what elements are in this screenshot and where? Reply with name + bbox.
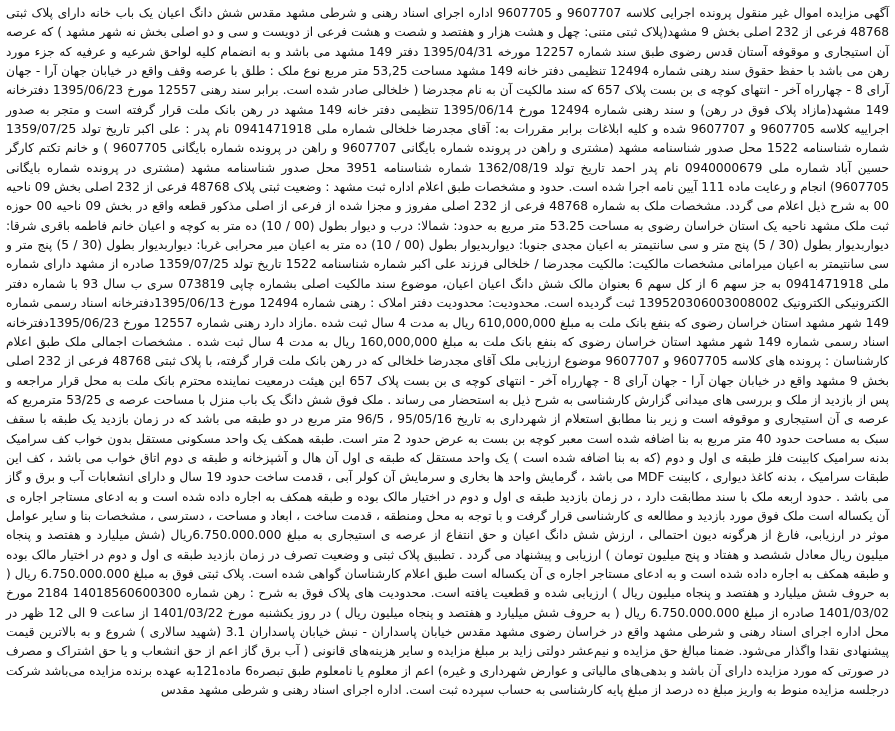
notice-body-text: آگهی مزایده اموال غیر منقول پرونده اجرایی کلاسه 9607707 و 9607705 اداره اجرای اسناد رهنی و شرطی مشهد مقدس شش دانگ اعیان یک باب خانه دارای پلاک ثبتی 48768 فرعی از 232 اصلی بخش 9 مشهد(پلاک ثبتی متنی: چهل و هشت هزار و هفتصد و شصت و هشت فرعی از دویست و سی و دو اصلی بخش نه شهر مشهد ) که عرصه آن استیجاری و موقوفه آستان قدس رضوی طبق سند شماره 12257 مورخه 1395/04/31 دفتر 149 مشهد می باشد و به انضمام کلیه لواحق شرعیه و عرفیه که جزء مورد رهن می باشد با حفظ حقوق سند رهنی شماره 12494 تنظیمی دفتر خانه 149 مشهد مساحت 53,25 متر مربع نوع ملک : طلق با عرصه وقف واقع در خیابان جهان آرا - جهان آرای 8 - چهارراه آخر - انتهای کوچه ی بن بست پلاک 657 که سند مالکیت آن به نام مجدرضا ( خلخالی صادر شده است. برابر سند رهنی 12557 مورخ 1395/06/23 دفترخانه 149 مشهد(مازاد پلاک فوق در رهن) و سند رهنی شماره 12494 مورخ 1395/06/14 تنظیمی دفتر خانه 149 مشهد در رهن بانک ملت قرار گرفته است و متجر به صدور اجراییه کلاسه 9607705 و 9607707 شده و کلیه ابلاغات برابر مقررات به: آقای مجدرضا خلخالی شماره ملی 0941471918 نام پدر : علی اکبر تاریخ تولد 1359/07/25 شماره شناسنامه 1522 محل صدور شناسنامه مشهد (مشتری و راهن در پرونده شماره بایگانی 9607707 و راهن در پرونده شماره بایگانی 9607705 ) و خانم تکتم کارگر حسین آباد شماره ملی 0940000679 نام پدر احمد تاریخ تولد 1362/08/19 شماره شناسنامه 3951 محل صدور شناسنامه مشهد (مشتری در پرونده شماره بایگانی 9607705) انجام و رعایت ماده 111 آیین نامه اجرا شده است. حدود و مشخصات طبق اعلام اداره ثبت مشهد : وضعیت ثبتی پلاک 48768 فرعی از 232 اصلی بخش 09 ناحیه 00 به شرح ذیل اعلام می گردد. مشخصات ملک به شماره 48768 فرعی از 232 اصلی مفروز و مجزا شده از فرعی از اصلی مذکور قطعه واقع در بخش 09 ناحیه 00 حوزه ثبت ملک مشهد ناحیه یک استان خراسان رضوی به مساحت 53.25 متر مربع به حدود: شمالا: درب و دیوار بطول (00 / 10) ده متر به کوچه و اعیان خانم فاطمه باقری شرقا: دیواربدیوار بطول (30 / 5) پنج متر و سی سانتیمتر به اعیان مجدی جنوبا: دیواربدیوار بطول (00 / 10) ده متر به اعیان میر محرابی غربا: دیواربدیوار بطول (30 / 5) پنج متر و سی سانتیمتر به اعیان میرامانی مشخصات مالکیت: مالکیت مجدرضا / خلخالی فرزند علی اکبر شماره شناسنامه 1522 تاریخ تولد 1359/07/25 صادره از مشهد دارای شماره ملی 0941471918 به جز سهم 6 از کل سهم 6 بعنوان مالک شش دانگ اعیان اعیان، موضوع سند مالکیت اصلی بشماره چاپی 073819 سری ب سال 93 با شماره دفتر الکترونیکی الکترونیک 139520306003008002 ثبت گردیده است. محدودیت: محدودیت دفتر املاک : رهنی شماره 12494 مورخ 1395/06/13دفترخانه اسناد رسمی شماره 149 شهر مشهد استان خراسان رضوی که بنفع بانک ملت به مبلغ 610,000,000 ریال به مدت 4 سال ثبت شده .مازاد دارد رهنی شماره 12557 مورخ 1395/06/23دفترخانه اسناد رسمی شماره 149 شهر مشهد استان خراسان رضوی که بنفع بانک ملت به مبلغ 160,000,000 ریال به مدت 4 سال ثبت شده . مشخصات اجمالی ملک طبق اعلام کارشناسان : پرونده های کلاسه 9607705 و 9607707 موضوع ارزیابی ملک آقای مجدرضا خلخالی که در رهن بانک ملت قرار گرفته، با پلاک ثبتی 48768 فرعی از 232 اصلی بخش 9 مشهد واقع در خیابان جهان آرا - جهان آرای 8 - چهارراه آخر - انتهای کوچه ی بن بست پلاک 657 این هیئت درمعیت نماینده محترم بانک ملت به محل قرار مراجعه و پس از بازدید از ملک و بررسی های میدانی گزارش کارشناسی به شرح ذیل به استحضار می رساند . ملک فوق شش دانگ یک باب منزل با مساحت عرصه ی 53/25 مترمربع که عرصه ی آن استیجاری و موقوفه است و زیر بنا مطابق استعلام از شهرداری به تاریخ 95/05/16 ، 96/5 متر مربع در دو طبقه می باشد که در زمان بازدید یک طبقه با سقف سبک به مساحت حدود 40 متر مربع به بنا اضافه شده است معبر کوچه بن بست به عرض حدود 2 متر است. طبقه همکف یک واحد مسکونی مستقل بدون خواب کف سرامیک بدنه سرامیک کابینت فلز طبقه ی اول و دوم (که به بنا اضافه شده است ) یک واحد مستقل که طبقه ی اول آن هال و آشپزخانه و طبقه ی دوم اتاق خواب می باشد ، کف این طبقات سرامیک ، بدنه کاغذ دیواری ، کابینت MDF می باشد ، گرمایش واحد ها بخاری و سرمایش آن کولر آبی ، قدمت ساخت حدود 19 سال و دارای انشعابات آب و برق و گاز می باشد . حدود اربعه ملک با سند مطابقت دارد ، در زمان بازدید طبقه ی اول و دوم در اختیار مالک بوده و طبقه همکف به اجاره داده شده است و به ادعای مستاجر اجاره ی آن یکساله است ملک فوق مورد بازدید و مطالعه ی کارشناسی قرار گرفت و با توجه به محل ومنطقه ، قدمت ساخت ، ابعاد و مساحت ، دسترسی ، مشخصات بنا و سایر عوامل موثر در ارزیابی، فارغ از هرگونه دیون احتمالی ، ارزش شش دانگ اعیان و حق انتفاع از عرصه ی استیجاری به مبلغ 6.750.000.000ریال (شش میلیارد و هفتصد و پنجاه میلیون ریال معادل ششصد و هفتاد و پنج میلیون تومان ) ارزیابی و پیشنهاد می گردد . تطبیق پلاک ثبتی و وضعیت تصرف در زمان بازدید طبقه ی اول و دوم در اختیار مالک بوده و طبقه همکف به اجاره داده شده است و به ادعای مستاجر اجاره ی آن یکساله است طبق اعلام کارشناسان گواهی شده است. پلاک ثبتی فوق به مبلغ 6.750.000.000 ریال ( به حروف شش میلیارد و هفتصد و پنجاه میلیون ریال ) ارزیابی شده و قطعیت یافته است. محدودیت های پلاک فوق به شرح : رهن شماره 14018560600300 2184 مورخ 1401/03/02 صادره از مبلغ 6.750.000.000 ریال ( به حروف شش میلیارد و هفتصد و پنجاه میلیون ریال ) در روز یکشنبه مورخ 1401/03/22 از ساعت 9 الی 12 ظهر در محل اداره اجرای اسناد رهنی و شرطی مشهد واقع در خراسان رضوی مشهد مقدس خیابان پاسداران - نبش خیابان پاسداران 3.1 (شهید سالاری ) شروع و به بالاترین قیمت پیشنهادی نقدا واگذار می‌شود. ضمنا مبالغ حق مزایده و نیم‌عشر دولتی زاید بر مبلغ مزایده و سایر هزینه‌های قانونی ( آب برق گاز اعم از حق انشعاب و یا حق اشتراک و مصرف در صورتی که مورد مزایده دارای آن باشد و بدهی‌های مالیاتی و عوارض شهرداری و غیره) اعم از معلوم یا نامعلوم طبق تبصره6 ماده121به عهده برنده مزایده می‌باشد شرکت درجلسه مزایده منوط به واریز مبلغ ده درصد از مبلغ پایه کارشناسی به حساب سپرده ثبت است. اداره اجرای اسناد رهنی و شرطی مشهد مقدس	[6, 6, 890, 698]
